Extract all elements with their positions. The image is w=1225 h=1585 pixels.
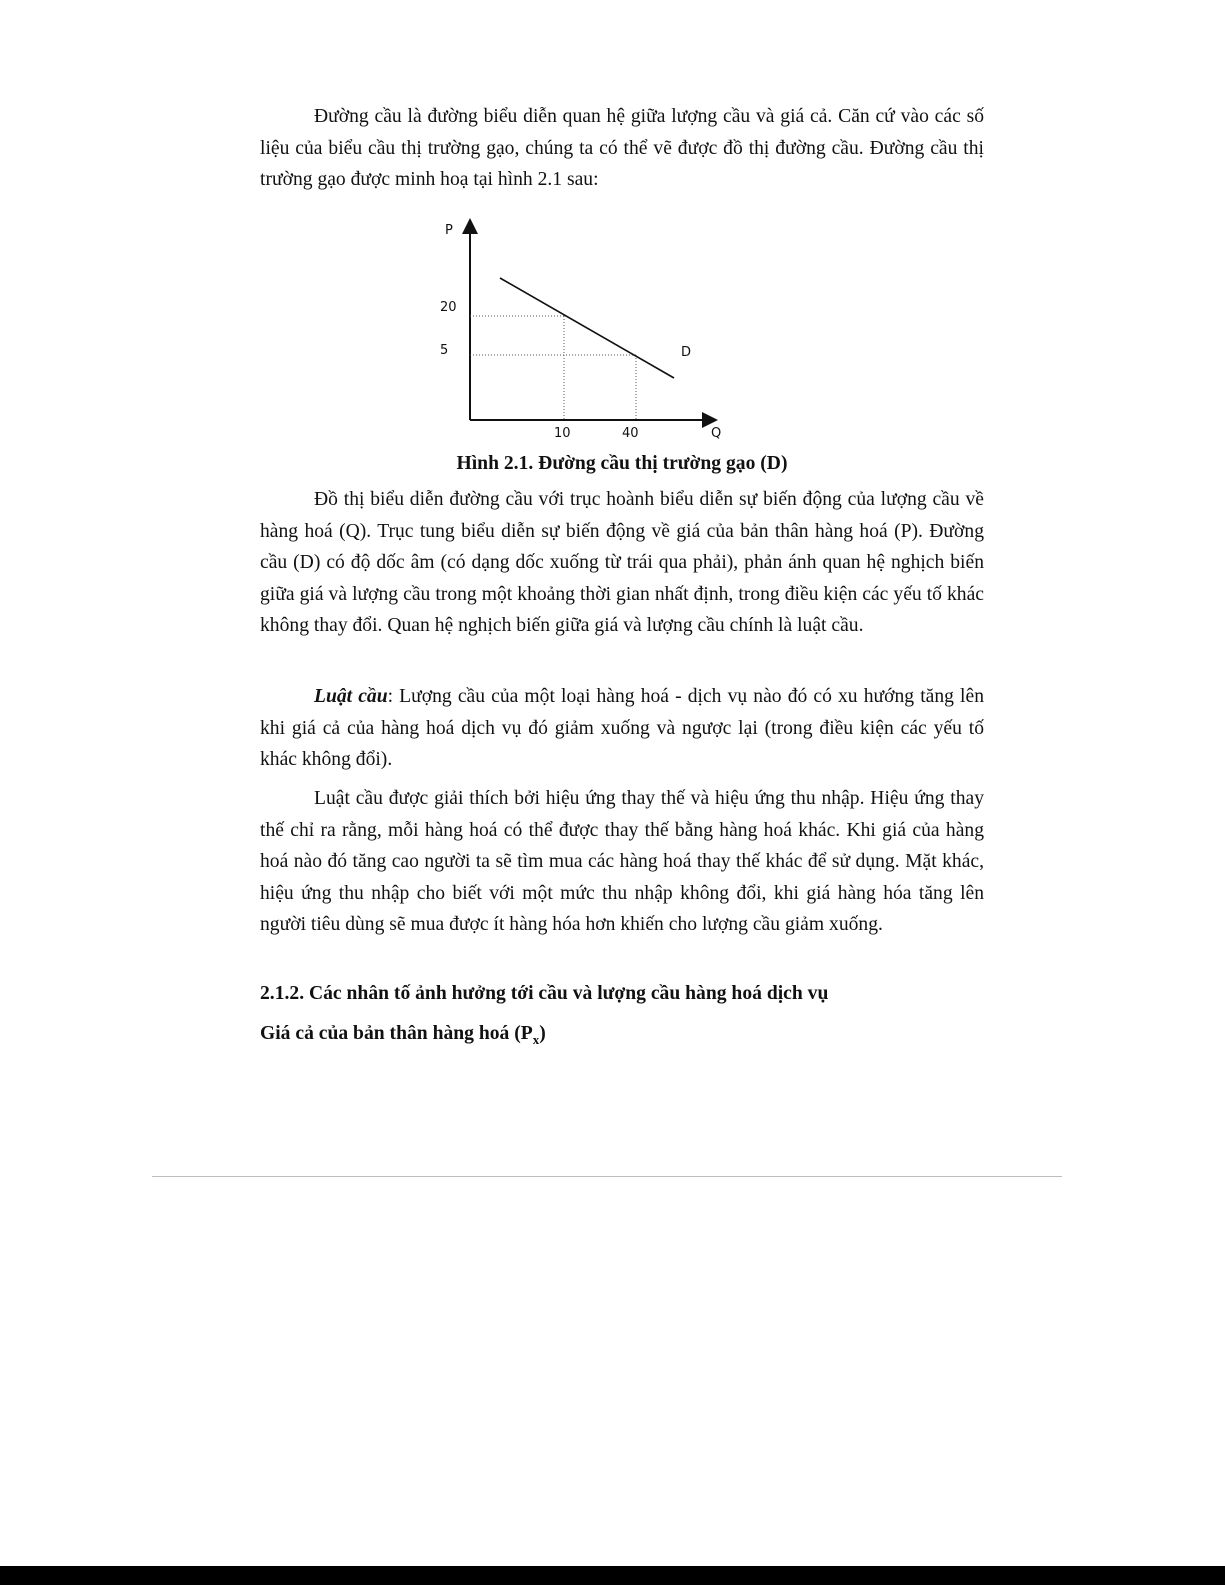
figure-caption: Hình 2.1. Đường cầu thị trường gạo (D) (456, 453, 788, 474)
x-tick-40: 40 (622, 426, 639, 441)
law-term: Luật cầu (314, 686, 388, 707)
y-tick-5: 5 (440, 343, 449, 358)
paragraph-law-of-demand (260, 681, 984, 776)
y-axis-label: P (445, 223, 453, 238)
demand-curve-chart (430, 212, 760, 442)
subsection-heading: Giá cả của bản thân hàng hoá $(P_x)$ (260, 1023, 546, 1047)
demand-curve (500, 278, 674, 378)
x-tick-10: 10 (554, 426, 571, 441)
subscript-x: x (532, 1031, 540, 1047)
y-tick-20: 20 (440, 300, 457, 315)
paragraph-effects: Luật cầu được giải thích bởi hiệu ứng thay thế và hiệu ứng thu nhập. Hiệu ứng thay thế chỉ ra rằng, mỗi hàng hoá có thể được thay thế bằng hàng hoá khác. Khi giá của hàng hoá nào đó tăng cao người ta sẽ tìm mua các hàng hoá thay thế khác để sử dụng. Mặt khác, hiệu ứng thu nhập cho biết với một mức thu nhập không đổi, khi giá hàng hóa tăng lên người tiêu dùng sẽ mua được ít hàng hóa hơn khiến cho lượng cầu giảm xuống. (260, 788, 984, 935)
section-heading: 2.1.2. Các nhân tố ảnh hưởng tới cầu và lượng cầu hàng hoá dịch vụ (260, 983, 829, 1004)
demand-curve-label: D (681, 345, 692, 360)
page-divider (152, 1176, 1062, 1177)
paragraph-explanation: Đồ thị biểu diễn đường cầu với trục hoành biểu diễn sự biến động của lượng cầu về hàng hoá (Q). Trục tung biểu diễn sự biến động về giá của bản thân hàng hoá (P). Đường cầu (D) có độ dốc âm (có dạng dốc xuống từ trái qua phải), phản ánh quan hệ nghịch biến giữa giá và lượng cầu trong một khoảng thời gian nhất định, trong điều kiện các yếu tố khác không thay đổi. Quan hệ nghịch biến giữa giá và lượng cầu chính là luật cầu. (260, 489, 984, 636)
x-axis-label: Q (711, 426, 722, 441)
page-bottom-edge (0, 1566, 1225, 1585)
law-definition: : Lượng cầu của một loại hàng hoá - dịch vụ nào đó có xu hướng tăng lên khi giá cả của hàng hoá dịch vụ đó giảm xuống và ngược lại (trong điều kiện các yếu tố khác không đổi). (260, 686, 984, 770)
intro-paragraph: Đường cầu là đường biểu diễn quan hệ giữa lượng cầu và giá cả. Căn cứ vào các số liệu của biểu cầu thị trường gạo, chúng ta có thể vẽ được đồ thị đường cầu. Đường cầu thị trường gạo được minh hoạ tại hình 2.1 sau: (260, 106, 984, 190)
